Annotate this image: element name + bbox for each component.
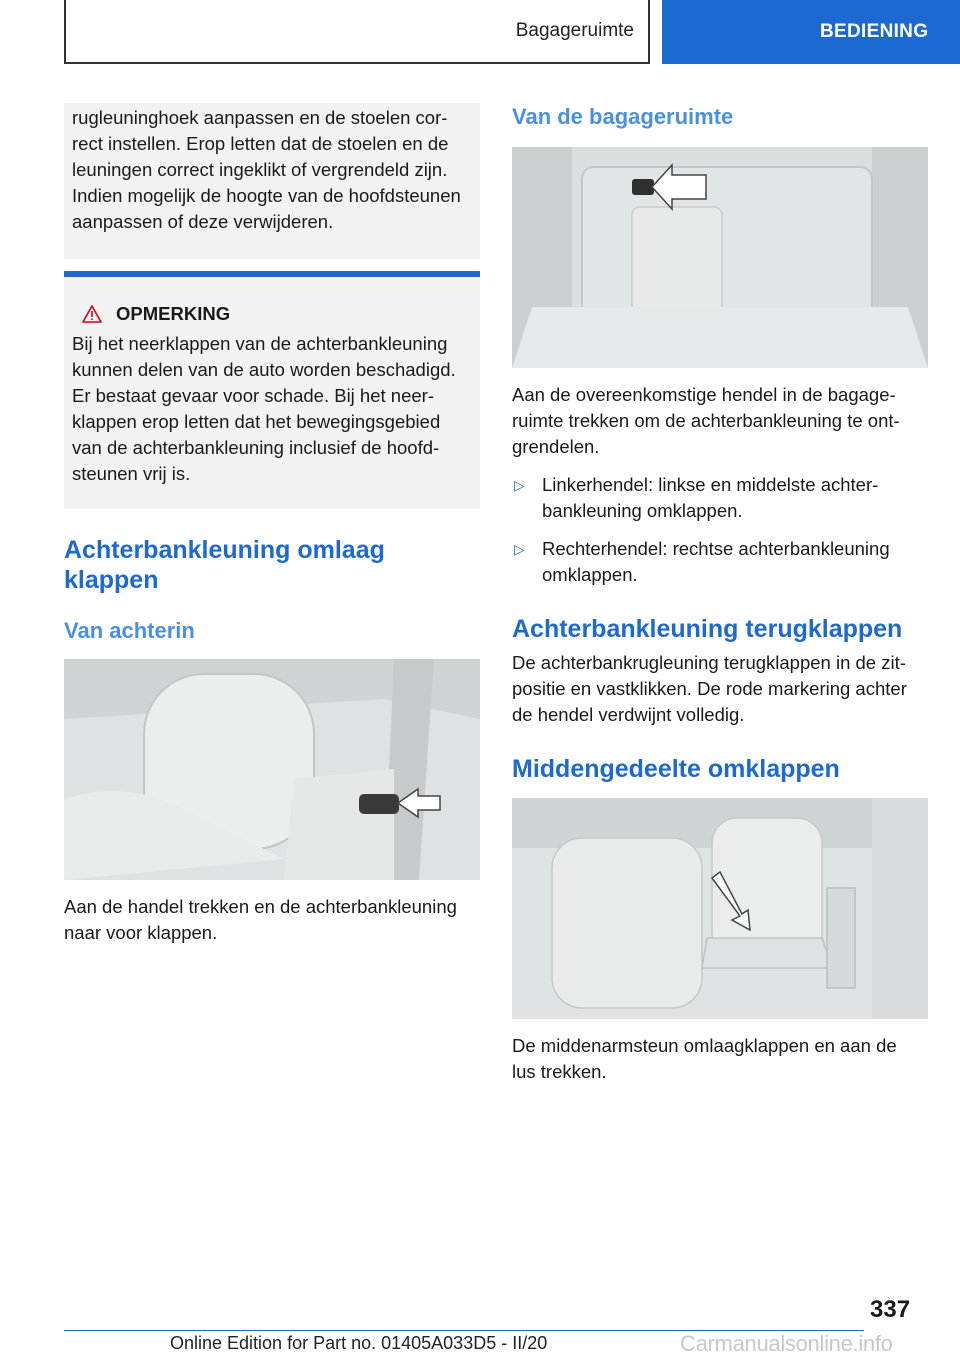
list-item — [512, 472, 928, 524]
chapter-tab — [662, 0, 960, 64]
note-line: Indien mogelijk de hoogte van de hoofdsteunen — [72, 185, 461, 206]
heading-fold-down — [64, 535, 480, 595]
heading-middle: Middengedeelte omklappen — [512, 755, 840, 783]
edition-text: Online Edition for Part no. 01405A033D5 - II/20 — [170, 1333, 548, 1353]
section-title: Bagageruimte — [515, 20, 634, 41]
list-item-line: omklappen. — [542, 564, 638, 585]
warning-line: Er bestaat gevaar voor schade. Bij het neer- — [72, 385, 434, 406]
chapter-title: BEDIENING — [820, 21, 929, 42]
paragraph-line: De achterbankrugleuning terugklappen in de zit- — [512, 652, 906, 673]
intro-line: ruimte trekken om de achterbankleuning te ont- — [512, 410, 900, 431]
intro-trunk — [512, 382, 928, 460]
note-line: rect instellen. Erop letten dat de stoelen en de — [72, 133, 449, 154]
lever-list — [512, 472, 928, 588]
paragraph-line: de hendel verdwijnt volledig. — [512, 704, 745, 725]
note-line: rugleuninghoek aanpassen en de stoelen cor- — [72, 107, 448, 128]
rear-seat-photo — [64, 659, 480, 880]
caption-rear — [64, 894, 480, 946]
caption-middle — [512, 1033, 928, 1085]
heading-from-behind: Van achterin — [64, 618, 195, 643]
warning-line: Bij het neerklappen van de achterbankleuning — [72, 333, 448, 354]
intro-line: Aan de overeenkomstige hendel in de bagage- — [512, 384, 896, 405]
heading-from-trunk: Van de bagageruimte — [512, 104, 734, 129]
middle-section-photo — [512, 798, 928, 1019]
list-item-line: Linkerhendel: linkse en middelste achter- — [542, 474, 879, 495]
warning-triangle-icon — [82, 305, 102, 323]
section-tab — [64, 0, 650, 64]
warning-line: steunen vrij is. — [72, 463, 191, 484]
caption-line: Aan de handel trekken en de achterbankleuning — [64, 896, 457, 917]
heading-line: Achterbankleuning omlaag — [64, 536, 385, 564]
trunk-photo — [512, 147, 928, 368]
right-column — [512, 103, 928, 1085]
caption-line: naar voor klappen. — [64, 922, 218, 943]
warning-line: van de achterbankleuning inclusief de hoofd- — [72, 437, 440, 458]
watermark: Carmanualsonline.info — [680, 1331, 893, 1356]
triangle-bullet-icon: ▷ — [514, 477, 525, 493]
warning-line: klappen erop letten dat het bewegingsgebied — [72, 411, 441, 432]
trunk-illustration — [512, 147, 928, 368]
heading-line: klappen — [64, 566, 159, 594]
note-box — [64, 103, 480, 259]
note-line: leuningen correct ingeklikt of vergrendeld zijn. — [72, 159, 448, 180]
note-line: aanpassen of deze verwijderen. — [72, 211, 334, 232]
list-item — [512, 536, 928, 588]
list-item-line: Rechterhendel: rechtse achterbankleuning — [542, 538, 890, 559]
paragraph-line: positie en vastklikken. De rode markering achter — [512, 678, 907, 699]
warning-header — [72, 301, 472, 327]
middle-section-illustration — [512, 798, 928, 1019]
warning-title: OPMERKING — [116, 303, 231, 324]
heading-fold-back: Achterbankleuning terugklappen — [512, 615, 903, 643]
list-item-line: bankleuning omklappen. — [542, 500, 743, 521]
page-number: 337 — [870, 1296, 911, 1323]
warning-line: kunnen delen van de auto worden beschadigd. — [72, 359, 456, 380]
left-column — [64, 103, 480, 946]
caption-line: De middenarmsteun omlaagklappen en aan de — [512, 1035, 897, 1056]
rear-seat-illustration — [64, 659, 480, 880]
warning-box — [64, 271, 480, 509]
caption-line: lus trekken. — [512, 1061, 607, 1082]
triangle-bullet-icon: ▷ — [514, 541, 525, 557]
fold-back-text — [512, 650, 928, 728]
intro-line: grendelen. — [512, 436, 600, 457]
